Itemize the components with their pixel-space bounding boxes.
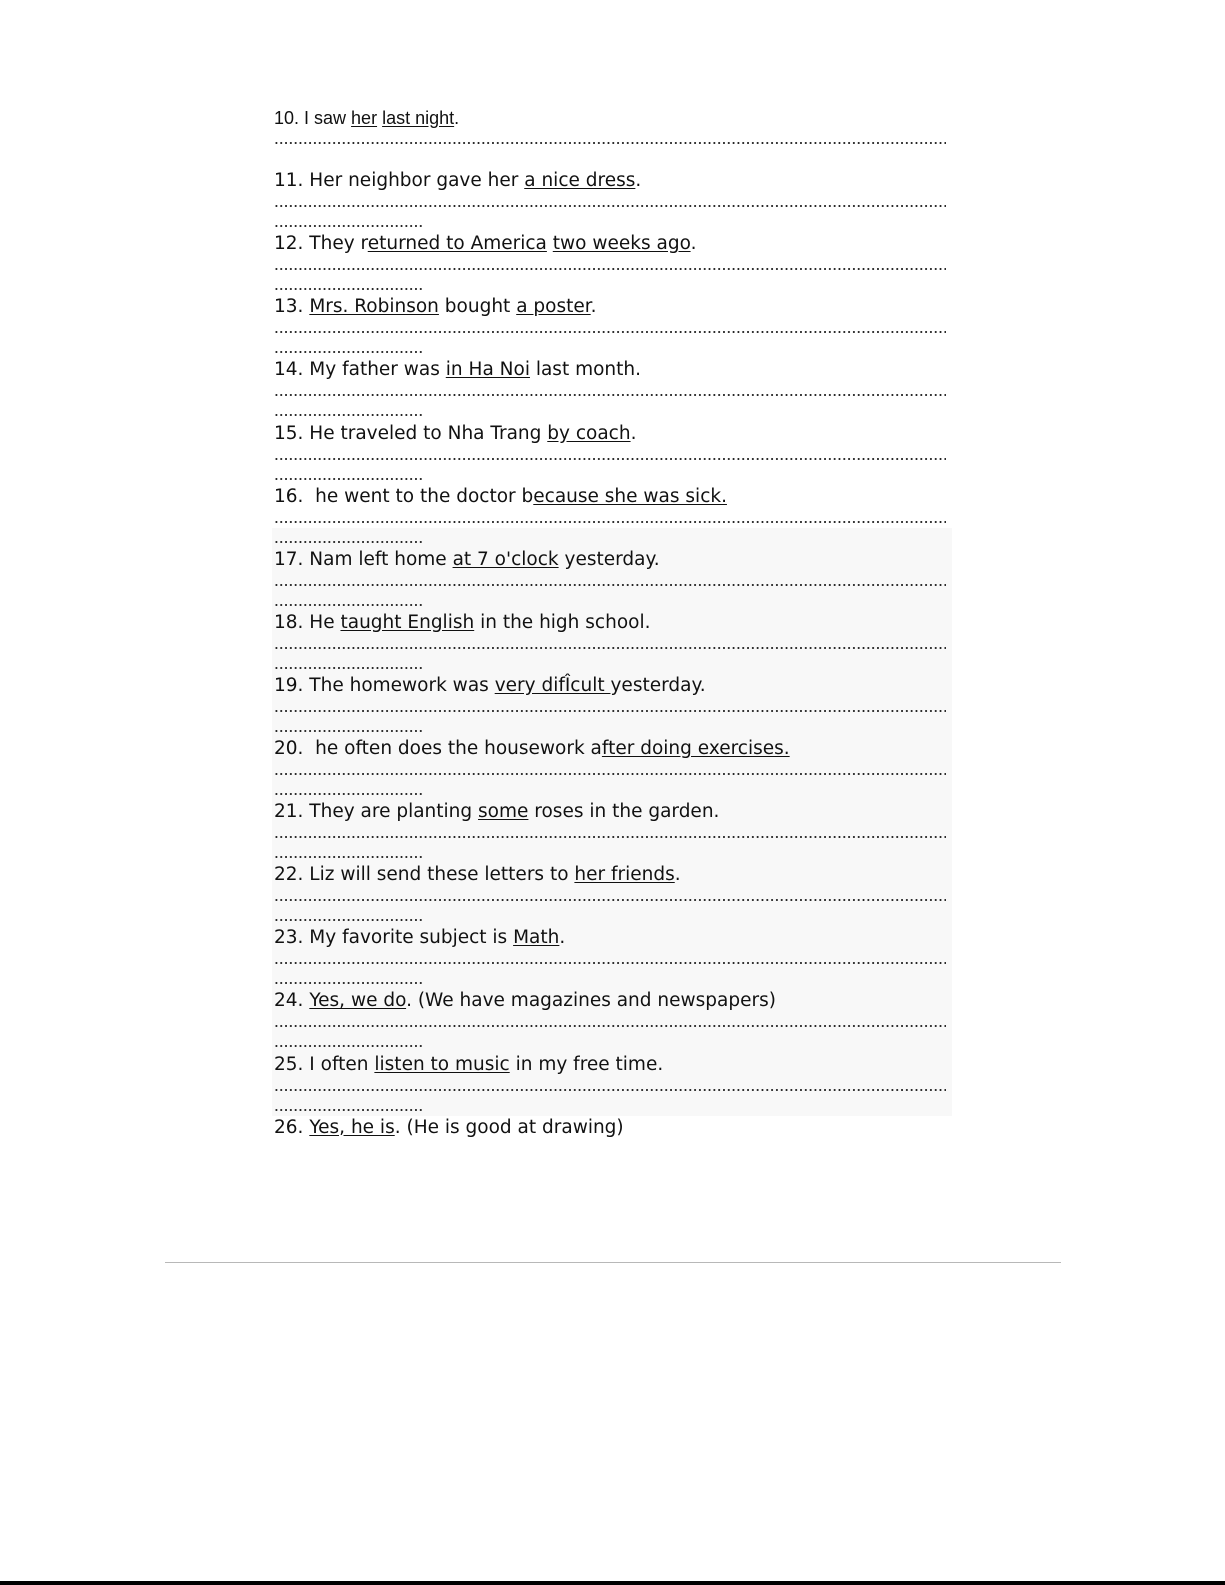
answer-line (274, 520, 946, 524)
answer-line (274, 457, 946, 461)
question-text: . (454, 108, 460, 128)
answer-line (274, 330, 946, 334)
answer-line (274, 267, 946, 271)
question-number: 18. (274, 611, 304, 633)
answer-line-continuation (274, 918, 422, 922)
question-text: He (303, 611, 341, 633)
underlined-phrase: Yes, we do (309, 990, 407, 1012)
question-text: in my free time. (509, 1053, 664, 1075)
page-divider (165, 1262, 1061, 1263)
answer-line (274, 583, 946, 587)
question-10 (274, 107, 954, 129)
question-text: My father was (303, 359, 446, 381)
question-number: 20. (274, 738, 304, 759)
question-text: Liz will send these letters to (303, 864, 575, 886)
underlined-phrase: a poster (516, 296, 591, 318)
underlined-phrase: a nice dress (524, 170, 636, 192)
answer-line (274, 204, 946, 208)
question-text: bought (438, 296, 517, 318)
underlined-phrase: listen to music (374, 1053, 510, 1075)
question-text: roses in the garden. (528, 801, 720, 823)
question-text: . (690, 233, 697, 255)
question-21 (274, 801, 954, 823)
answer-line-continuation (274, 287, 422, 291)
question-number: 21. (274, 801, 304, 823)
underlined-phrase: at 7 o'clock (452, 548, 559, 570)
underlined-phrase: her (351, 108, 378, 128)
question-17 (274, 549, 954, 571)
question-text: last month. (529, 359, 642, 381)
question-number: 25. (274, 1053, 304, 1075)
question-text: he went to the doctor b (303, 485, 534, 507)
answer-line (274, 898, 946, 902)
underlined-phrase: eturned to America (367, 233, 547, 255)
answer-line (274, 1024, 946, 1028)
answer-line-continuation (274, 413, 422, 417)
answer-line (274, 835, 946, 839)
question-18 (274, 612, 954, 634)
question-12 (274, 233, 954, 255)
question-number: 12. (274, 233, 304, 255)
answer-line (274, 646, 946, 650)
answer-line-continuation (274, 224, 422, 228)
answer-line (274, 393, 946, 397)
question-text: he often does the housework a (303, 738, 602, 759)
question-16 (274, 486, 954, 508)
answer-line-continuation (274, 666, 422, 670)
question-11 (274, 170, 954, 192)
question-25 (274, 1054, 954, 1076)
answer-line-continuation (274, 1108, 422, 1112)
question-number: 22. (274, 864, 304, 886)
answer-line-continuation (274, 477, 422, 481)
question-text: yesterday. (558, 548, 660, 570)
question-15 (274, 423, 954, 445)
question-text: . (635, 170, 642, 192)
answer-line-continuation (274, 981, 422, 985)
answer-line (274, 961, 946, 965)
underlined-phrase: Mrs. Robinson (309, 296, 439, 318)
question-26 (274, 1117, 954, 1139)
question-text: . (674, 864, 681, 886)
question-number: 24. (274, 990, 304, 1012)
question-number: 11. (274, 170, 304, 192)
underlined-phrase: two weeks ago (552, 233, 691, 255)
answer-line-continuation (274, 855, 422, 859)
question-number: 26. (274, 1116, 304, 1138)
answer-line-continuation (274, 540, 422, 544)
answer-line-continuation (274, 1044, 422, 1048)
question-22 (274, 864, 954, 886)
question-number: 10. (274, 108, 300, 128)
question-text: Her neighbor gave her (303, 170, 525, 192)
question-text: yesterday. (610, 674, 706, 696)
question-text: . (590, 296, 597, 318)
question-number: 19. (274, 674, 304, 696)
bottom-edge (0, 1581, 1225, 1585)
answer-line (274, 141, 946, 145)
question-text: Nam left home (303, 548, 453, 570)
answer-line (274, 709, 946, 713)
question-number: 14. (274, 359, 304, 381)
question-24 (274, 990, 954, 1012)
underlined-phrase: in Ha Noi (445, 359, 530, 381)
question-text: The homework was (303, 674, 495, 696)
question-text: I often (303, 1053, 375, 1075)
question-text: They are planting (303, 801, 479, 823)
question-20 (274, 738, 954, 760)
question-number: 15. (274, 422, 304, 444)
question-text: . (He is good at drawing) (394, 1116, 624, 1138)
underlined-phrase: ecause she was sick. (533, 485, 727, 507)
question-text: I saw (299, 108, 352, 128)
answer-line-continuation (274, 350, 422, 354)
answer-line (274, 1088, 946, 1092)
question-14 (274, 359, 954, 381)
question-text: in the high school. (474, 611, 651, 633)
question-13 (274, 296, 954, 318)
question-number: 23. (274, 927, 304, 949)
question-text: They r (303, 233, 368, 255)
answer-line-continuation (274, 792, 422, 796)
underlined-phrase: very difÎcult (494, 674, 611, 696)
question-number: 17. (274, 548, 304, 570)
answer-line-continuation (274, 603, 422, 607)
underlined-phrase: taught English (340, 611, 475, 633)
underlined-phrase: Math (513, 927, 560, 949)
question-number: 16. (274, 485, 304, 507)
question-text: . (559, 927, 566, 949)
underlined-phrase: some (478, 801, 529, 823)
question-text: . (We have magazines and newspapers) (406, 990, 776, 1012)
question-19 (274, 675, 954, 697)
question-23 (274, 927, 954, 949)
question-text: He traveled to Nha Trang (303, 422, 548, 444)
question-number: 13. (274, 296, 304, 318)
underlined-phrase: fter doing exercises. (601, 738, 790, 759)
question-text: . (630, 422, 637, 444)
answer-line-continuation (274, 729, 422, 733)
underlined-phrase: Yes, he is (309, 1116, 395, 1138)
underlined-phrase: her friends (574, 864, 675, 886)
underlined-phrase: last night (382, 108, 455, 128)
question-text: My favorite subject is (303, 927, 514, 949)
underlined-phrase: by coach (547, 422, 631, 444)
answer-line (274, 772, 946, 776)
